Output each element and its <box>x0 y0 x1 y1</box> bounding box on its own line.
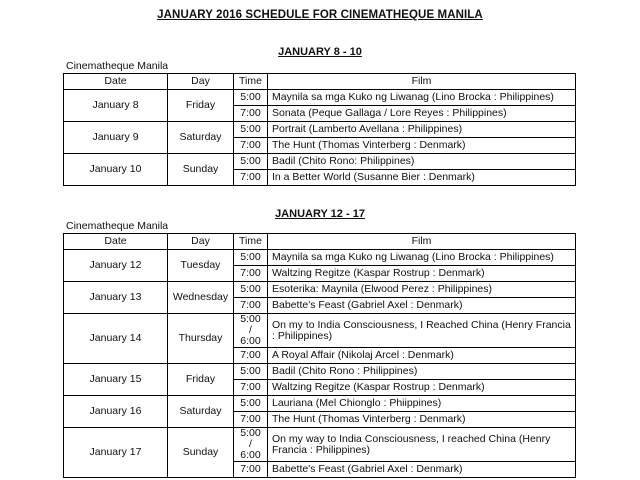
table-row <box>64 122 576 138</box>
film-cell: Badil (Chito Rono : Philippines) <box>268 364 576 380</box>
time-cell: 7:00 <box>234 106 268 122</box>
date-cell: January 12 <box>64 250 168 282</box>
film-cell: Sonata (Peque Gallaga / Lore Reyes : Philippines) <box>268 106 576 122</box>
date-cell: January 14 <box>64 314 168 364</box>
film-cell: Portrait (Lamberto Avellana : Philippines) <box>268 122 576 138</box>
time-cell: 7:00 <box>234 298 268 314</box>
film-cell: The Hunt (Thomas Vinterberg : Denmark) <box>268 412 576 428</box>
section-heading: JANUARY 8 - 10 <box>278 46 362 58</box>
film-cell: On my to India Consciousness, I Reached China (Henry Francia : Philippines) <box>268 314 576 348</box>
table-row <box>64 250 576 266</box>
film-cell: Maynila sa mga Kuko ng Liwanag (Lino Brocka : Philippines) <box>268 90 576 106</box>
film-cell: A Royal Affair (Nikolaj Arcel : Denmark) <box>268 348 576 364</box>
day-cell: Friday <box>168 364 234 396</box>
film-cell: Waltzing Regitze (Kaspar Rostrup : Denmark) <box>268 380 576 396</box>
date-header: Date <box>64 234 168 250</box>
time-header: Time <box>234 74 268 90</box>
film-cell: On my way to India Consciousness, I reached China (Henry Francia : Philippines) <box>268 428 576 462</box>
film-header: Film <box>268 234 576 250</box>
section-heading: JANUARY 12 - 17 <box>275 208 365 220</box>
schedule-table <box>63 73 576 186</box>
table-row <box>64 154 576 170</box>
film-header: Film <box>268 74 576 90</box>
venue-label: Cinematheque Manila <box>66 60 169 72</box>
time-cell: 7:00 <box>234 170 268 186</box>
day-cell: Thursday <box>168 314 234 364</box>
day-cell: Saturday <box>168 122 234 154</box>
day-cell: Friday <box>168 90 234 122</box>
time-cell: 5:00 <box>234 396 268 412</box>
time-cell: 5:00 <box>234 154 268 170</box>
time-cell: 5:00 <box>234 250 268 266</box>
date-cell: January 9 <box>64 122 168 154</box>
table-row <box>64 364 576 380</box>
table-row <box>64 282 576 298</box>
time-cell: 5:00 / 6:00 <box>234 314 268 348</box>
table-row <box>64 396 576 412</box>
document-title: JANUARY 2016 SCHEDULE FOR CINEMATHEQUE MANILA <box>157 9 483 21</box>
film-cell: Babette's Feast (Gabriel Axel : Denmark) <box>268 298 576 314</box>
date-cell: January 8 <box>64 90 168 122</box>
film-cell: Lauriana (Mel Chionglo : Phiippines) <box>268 396 576 412</box>
time-cell: 7:00 <box>234 266 268 282</box>
time-cell: 5:00 <box>234 90 268 106</box>
film-cell: Babette's Feast (Gabriel Axel : Denmark) <box>268 462 576 478</box>
table-row <box>64 428 576 462</box>
time-cell: 7:00 <box>234 138 268 154</box>
time-cell: 7:00 <box>234 462 268 478</box>
date-cell: January 17 <box>64 428 168 478</box>
time-cell: 7:00 <box>234 348 268 364</box>
header-row <box>64 74 576 90</box>
time-cell: 5:00 / 6:00 <box>234 428 268 462</box>
film-cell: Maynila sa mga Kuko ng Liwanag (Lino Brocka : Philippines) <box>268 250 576 266</box>
table-row <box>64 90 576 106</box>
film-cell: In a Better World (Susanne Bier : Denmark) <box>268 170 576 186</box>
venue-label: Cinematheque Manila <box>66 220 169 232</box>
header-row <box>64 234 576 250</box>
day-cell: Wednesday <box>168 282 234 314</box>
date-cell: January 10 <box>64 154 168 186</box>
date-header: Date <box>64 74 168 90</box>
day-cell: Saturday <box>168 396 234 428</box>
time-cell: 7:00 <box>234 380 268 396</box>
day-cell: Sunday <box>168 428 234 478</box>
date-cell: January 15 <box>64 364 168 396</box>
day-header: Day <box>168 74 234 90</box>
time-cell: 5:00 <box>234 364 268 380</box>
time-cell: 7:00 <box>234 412 268 428</box>
film-cell: The Hunt (Thomas Vinterberg : Denmark) <box>268 138 576 154</box>
date-cell: January 16 <box>64 396 168 428</box>
schedule-table <box>63 233 576 478</box>
film-cell: Esoterika: Maynila (Elwood Perez : Philippines) <box>268 282 576 298</box>
time-header: Time <box>234 234 268 250</box>
date-cell: January 13 <box>64 282 168 314</box>
film-cell: Badil (Chito Rono: Philippines) <box>268 154 576 170</box>
film-cell: Waltzing Regitze (Kaspar Rostrup : Denmark) <box>268 266 576 282</box>
day-cell: Sunday <box>168 154 234 186</box>
day-header: Day <box>168 234 234 250</box>
table-row <box>64 314 576 348</box>
day-cell: Tuesday <box>168 250 234 282</box>
time-cell: 5:00 <box>234 122 268 138</box>
time-cell: 5:00 <box>234 282 268 298</box>
